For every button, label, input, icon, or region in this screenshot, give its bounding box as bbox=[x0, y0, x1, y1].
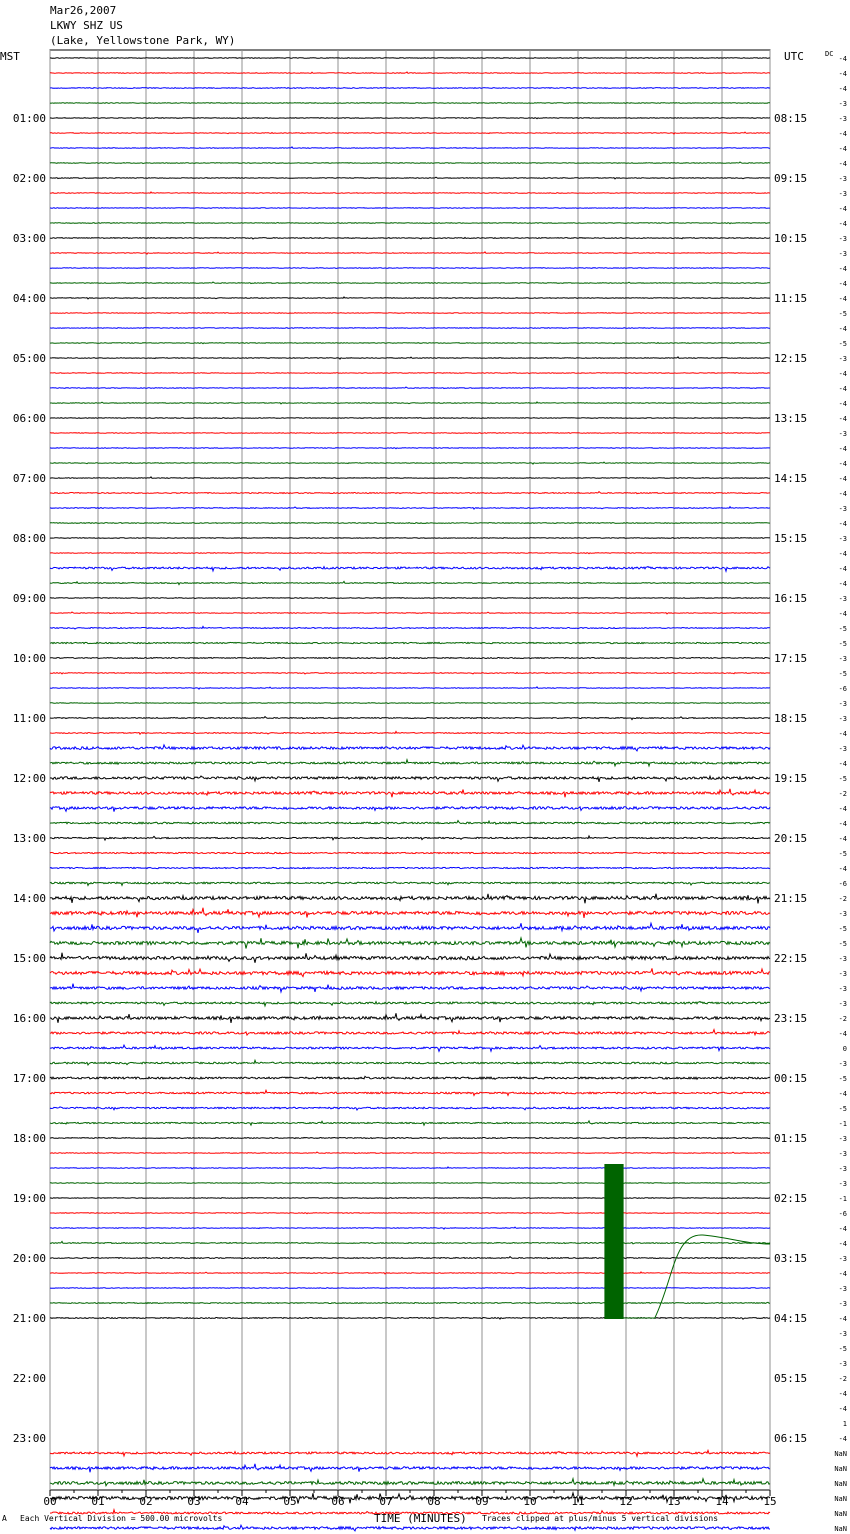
trace-line bbox=[50, 118, 770, 119]
dc-offset-label: -3 bbox=[838, 1330, 847, 1338]
x-axis-label: TIME (MINUTES) bbox=[374, 1512, 467, 1525]
dc-offset-label: -3 bbox=[838, 595, 847, 603]
dc-offset-label: -5 bbox=[838, 340, 847, 348]
trace-line bbox=[50, 1090, 770, 1095]
left-hour-label: 05:00 bbox=[12, 352, 46, 365]
dc-offset-label: -4 bbox=[838, 610, 847, 618]
dc-offset-label: -3 bbox=[838, 535, 847, 543]
dc-offset-label: -5 bbox=[838, 1105, 847, 1113]
clip-note: Traces clipped at plus/minus 5 vertical divisions bbox=[482, 1514, 719, 1523]
right-hour-label: 16:15 bbox=[774, 592, 808, 605]
dc-offset-label: -3 bbox=[838, 700, 847, 708]
trace-line bbox=[50, 1227, 770, 1229]
left-hour-label: 09:00 bbox=[12, 592, 46, 605]
dc-offset-label: -5 bbox=[838, 640, 847, 648]
dc-offset-label: NaN bbox=[834, 1450, 847, 1458]
trace-line bbox=[50, 87, 770, 88]
dc-offset-label: 1 bbox=[842, 1420, 847, 1428]
dc-offset-label: -5 bbox=[838, 1075, 847, 1083]
dc-offset-label: -5 bbox=[838, 850, 847, 858]
plot-frame bbox=[50, 50, 770, 1490]
dc-offset-label: NaN bbox=[834, 1465, 847, 1473]
left-hour-label: 19:00 bbox=[12, 1192, 46, 1205]
trace-line bbox=[50, 642, 770, 643]
dc-offset-label: -3 bbox=[838, 970, 847, 978]
dc-offset-label: -3 bbox=[838, 1165, 847, 1173]
x-tick-label: 06 bbox=[331, 1495, 345, 1508]
dc-offset-label: -1 bbox=[838, 1120, 847, 1128]
trace-line bbox=[50, 672, 770, 674]
trace-line bbox=[50, 433, 770, 434]
trace-line bbox=[50, 553, 770, 554]
right-hour-label: 15:15 bbox=[774, 532, 808, 545]
dc-offset-label: -3 bbox=[838, 190, 847, 198]
dc-offset-label: -4 bbox=[838, 865, 847, 873]
dc-offset-label: -4 bbox=[838, 400, 847, 408]
trace-line bbox=[50, 745, 770, 751]
trace-line bbox=[50, 1288, 770, 1289]
trace-line bbox=[50, 538, 770, 539]
left-hour-label: 21:00 bbox=[12, 1312, 46, 1325]
x-tick-label: 05 bbox=[283, 1495, 297, 1508]
dc-offset-label: -6 bbox=[838, 685, 847, 693]
right-hour-label: 05:15 bbox=[774, 1372, 808, 1385]
left-hour-label: 08:00 bbox=[12, 532, 46, 545]
trace-line bbox=[50, 1479, 770, 1486]
dc-offset-label: -4 bbox=[838, 415, 847, 423]
dc-offset-label: -5 bbox=[838, 310, 847, 318]
dc-offset-label: -4 bbox=[838, 130, 847, 138]
trace-line bbox=[50, 1107, 770, 1110]
right-hour-label: 23:15 bbox=[774, 1012, 808, 1025]
x-tick-label: 13 bbox=[667, 1495, 681, 1508]
dc-offset-label: -4 bbox=[838, 760, 847, 768]
dc-offset-label: -4 bbox=[838, 220, 847, 228]
trace-line bbox=[50, 612, 770, 614]
trace-line bbox=[50, 717, 770, 720]
dc-offset-label: NaN bbox=[834, 1525, 847, 1533]
left-hour-label: 12:00 bbox=[12, 772, 46, 785]
dc-offset-label: NaN bbox=[834, 1480, 847, 1488]
trace-line bbox=[50, 448, 770, 449]
dc-offset-label: -5 bbox=[838, 1345, 847, 1353]
right-hour-label: 19:15 bbox=[774, 772, 808, 785]
station-code: LKWY SHZ US bbox=[50, 19, 123, 32]
dc-offset-label: -4 bbox=[838, 820, 847, 828]
left-hour-label: 16:00 bbox=[12, 1012, 46, 1025]
dc-offset-label: -4 bbox=[838, 325, 847, 333]
left-hour-label: 06:00 bbox=[12, 412, 46, 425]
dc-offset-label: -3 bbox=[838, 745, 847, 753]
dc-offset-label: -2 bbox=[838, 790, 847, 798]
trace-line bbox=[50, 162, 770, 164]
trace-line bbox=[50, 147, 770, 149]
dc-offset-label: -3 bbox=[838, 1180, 847, 1188]
dc-offset-label: -4 bbox=[838, 70, 847, 78]
trace-line bbox=[50, 1060, 770, 1065]
trace-line bbox=[50, 103, 770, 104]
dc-offset-label: -3 bbox=[838, 1000, 847, 1008]
trace-line bbox=[50, 968, 770, 976]
trace-line bbox=[50, 282, 770, 284]
dc-offset-label: -4 bbox=[838, 205, 847, 213]
trace-line bbox=[50, 507, 770, 509]
trace-line bbox=[50, 852, 770, 853]
trace-line bbox=[50, 1318, 770, 1320]
dc-offset-label: -4 bbox=[838, 1225, 847, 1233]
trace-line bbox=[50, 1241, 770, 1244]
trace-line bbox=[50, 132, 770, 134]
x-tick-label: 02 bbox=[139, 1495, 153, 1508]
right-hour-label: 17:15 bbox=[774, 652, 808, 665]
trace-line bbox=[50, 328, 770, 329]
dc-offset-label: -4 bbox=[838, 445, 847, 453]
x-tick-label: 15 bbox=[763, 1495, 777, 1508]
left-hour-label: 03:00 bbox=[12, 232, 46, 245]
trace-line bbox=[50, 1045, 770, 1051]
right-hour-label: 22:15 bbox=[774, 952, 808, 965]
dc-offset-label: -4 bbox=[838, 1090, 847, 1098]
dc-offset-label: -3 bbox=[838, 355, 847, 363]
dc-offset-label: -6 bbox=[838, 1210, 847, 1218]
trace-line bbox=[50, 703, 770, 704]
x-tick-label: 14 bbox=[715, 1495, 729, 1508]
dc-offset-label: -5 bbox=[838, 775, 847, 783]
x-tick-label: 08 bbox=[427, 1495, 441, 1508]
dc-offset-label: -4 bbox=[838, 1030, 847, 1038]
dc-offset-label: -5 bbox=[838, 940, 847, 948]
dc-offset-label: -4 bbox=[838, 475, 847, 483]
right-hour-label: 13:15 bbox=[774, 412, 808, 425]
trace-line bbox=[50, 373, 770, 374]
dc-offset-label: -4 bbox=[838, 550, 847, 558]
dc-offset-label: -4 bbox=[838, 1390, 847, 1398]
dc-offset-label: -3 bbox=[838, 505, 847, 513]
left-hour-label: 20:00 bbox=[12, 1252, 46, 1265]
trace-line bbox=[50, 1213, 770, 1214]
trace-line bbox=[50, 523, 770, 524]
left-hour-label: 22:00 bbox=[12, 1372, 46, 1385]
trace-line bbox=[50, 1525, 770, 1531]
x-tick-label: 07 bbox=[379, 1495, 393, 1508]
dc-offset-label: -3 bbox=[838, 100, 847, 108]
trace-line bbox=[50, 581, 770, 584]
long-period-wave bbox=[624, 1235, 770, 1318]
right-hour-label: 04:15 bbox=[774, 1312, 808, 1325]
trace-line bbox=[50, 1464, 770, 1473]
dc-offset-label: -2 bbox=[838, 895, 847, 903]
dc-offset-label: -3 bbox=[838, 1255, 847, 1263]
right-hour-label: 14:15 bbox=[774, 472, 808, 485]
right-hour-label: 18:15 bbox=[774, 712, 808, 725]
dc-offset-label: -4 bbox=[838, 295, 847, 303]
trace-line bbox=[50, 731, 770, 734]
clipped-event-block bbox=[604, 1164, 623, 1319]
trace-line bbox=[50, 477, 770, 479]
dc-offset-label: -4 bbox=[838, 580, 847, 588]
dc-offset-label: -4 bbox=[838, 265, 847, 273]
dc-offset-label: -3 bbox=[838, 1060, 847, 1068]
trace-line bbox=[50, 760, 770, 766]
trace-line bbox=[50, 192, 770, 194]
trace-line bbox=[50, 1167, 770, 1169]
dc-offset-label: -4 bbox=[838, 1435, 847, 1443]
right-hour-label: 03:15 bbox=[774, 1252, 808, 1265]
trace-line bbox=[50, 882, 770, 886]
right-hour-label: 00:15 bbox=[774, 1072, 808, 1085]
dc-offset-label: -4 bbox=[838, 1315, 847, 1323]
trace-line bbox=[50, 1013, 770, 1023]
dc-offset-label: -5 bbox=[838, 925, 847, 933]
x-tick-label: 03 bbox=[187, 1495, 201, 1508]
trace-line bbox=[50, 1121, 770, 1125]
trace-line bbox=[50, 1002, 770, 1006]
trace-line bbox=[50, 418, 770, 419]
trace-line bbox=[50, 687, 770, 689]
trace-line bbox=[50, 462, 770, 464]
dc-offset-label: -4 bbox=[838, 730, 847, 738]
dc-offset-label: -3 bbox=[838, 1300, 847, 1308]
trace-line bbox=[50, 1450, 770, 1456]
trace-line bbox=[50, 492, 770, 494]
station-location: (Lake, Yellowstone Park, WY) bbox=[50, 34, 236, 47]
dc-offset-label: -3 bbox=[838, 430, 847, 438]
trace-line bbox=[50, 626, 770, 629]
trace-line bbox=[50, 1183, 770, 1184]
dc-offset-label: NaN bbox=[834, 1510, 847, 1518]
dc-offset-label: -3 bbox=[838, 235, 847, 243]
trace-line bbox=[50, 598, 770, 599]
trace-line bbox=[50, 1493, 770, 1504]
dc-offset-label: NaN bbox=[834, 1495, 847, 1503]
x-tick-label: 01 bbox=[91, 1495, 105, 1508]
left-hour-label: 02:00 bbox=[12, 172, 46, 185]
right-hour-label: 06:15 bbox=[774, 1432, 808, 1445]
dc-offset-label: -3 bbox=[838, 655, 847, 663]
trace-line bbox=[50, 1138, 770, 1139]
x-tick-label: 12 bbox=[619, 1495, 633, 1508]
dc-offset-label: -4 bbox=[838, 280, 847, 288]
footer-mark: A bbox=[2, 1514, 7, 1523]
x-tick-label: 09 bbox=[475, 1495, 489, 1508]
trace-line bbox=[50, 657, 770, 658]
right-hour-label: 11:15 bbox=[774, 292, 808, 305]
dc-offset-label: -3 bbox=[838, 175, 847, 183]
trace-line bbox=[50, 894, 770, 904]
right-timezone: UTC bbox=[784, 50, 804, 63]
dc-header: DC bbox=[825, 50, 834, 58]
right-hour-label: 10:15 bbox=[774, 232, 808, 245]
dc-offset-label: -4 bbox=[838, 805, 847, 813]
left-hour-label: 17:00 bbox=[12, 1072, 46, 1085]
trace-line bbox=[50, 1030, 770, 1036]
trace-line bbox=[50, 821, 770, 825]
left-hour-label: 11:00 bbox=[12, 712, 46, 725]
trace-line bbox=[50, 1198, 770, 1199]
left-hour-label: 15:00 bbox=[12, 952, 46, 965]
dc-offset-label: -3 bbox=[838, 1135, 847, 1143]
trace-line bbox=[50, 1152, 770, 1154]
x-tick-label: 00 bbox=[43, 1495, 57, 1508]
dc-offset-label: -4 bbox=[838, 1270, 847, 1278]
trace-line bbox=[50, 268, 770, 269]
dc-offset-label: -4 bbox=[838, 55, 847, 63]
dc-offset-label: -4 bbox=[838, 370, 847, 378]
dc-offset-label: -3 bbox=[838, 1150, 847, 1158]
dc-offset-label: -4 bbox=[838, 85, 847, 93]
dc-offset-label: -4 bbox=[838, 160, 847, 168]
dc-offset-label: -3 bbox=[838, 1285, 847, 1293]
vertical-scale-note: Each Vertical Division = 500.00 microvolts bbox=[20, 1514, 223, 1523]
left-hour-label: 18:00 bbox=[12, 1132, 46, 1145]
trace-line bbox=[50, 177, 770, 179]
trace-line bbox=[50, 567, 770, 572]
left-hour-label: 01:00 bbox=[12, 112, 46, 125]
dc-offset-label: -4 bbox=[838, 385, 847, 393]
right-hour-label: 01:15 bbox=[774, 1132, 808, 1145]
right-hour-label: 12:15 bbox=[774, 352, 808, 365]
right-hour-label: 02:15 bbox=[774, 1192, 808, 1205]
dc-offset-label: -4 bbox=[838, 145, 847, 153]
trace-line bbox=[50, 72, 770, 73]
dc-offset-label: -4 bbox=[838, 460, 847, 468]
dc-offset-label: -3 bbox=[838, 115, 847, 123]
trace-line bbox=[50, 1272, 770, 1274]
trace-line bbox=[50, 953, 770, 963]
dc-offset-label: -4 bbox=[838, 520, 847, 528]
dc-offset-label: -4 bbox=[838, 1405, 847, 1413]
left-hour-label: 07:00 bbox=[12, 472, 46, 485]
trace-line bbox=[50, 836, 770, 840]
trace-line bbox=[50, 1257, 770, 1259]
dc-offset-label: 0 bbox=[842, 1045, 847, 1053]
trace-line bbox=[50, 252, 770, 254]
dc-offset-label: -2 bbox=[838, 1015, 847, 1023]
trace-line bbox=[50, 297, 770, 299]
trace-line bbox=[50, 789, 770, 798]
dc-offset-label: -6 bbox=[838, 880, 847, 888]
dc-offset-label: -4 bbox=[838, 835, 847, 843]
trace-line bbox=[50, 923, 770, 933]
dc-offset-label: -3 bbox=[838, 910, 847, 918]
left-hour-label: 23:00 bbox=[12, 1432, 46, 1445]
dc-offset-label: -3 bbox=[838, 250, 847, 258]
dc-offset-label: -5 bbox=[838, 670, 847, 678]
x-tick-label: 04 bbox=[235, 1495, 249, 1508]
trace-line bbox=[50, 807, 770, 812]
trace-line bbox=[50, 984, 770, 992]
trace-line bbox=[50, 313, 770, 314]
dc-offset-label: -1 bbox=[838, 1195, 847, 1203]
trace-line bbox=[50, 58, 770, 59]
trace-line bbox=[50, 1076, 770, 1079]
right-hour-label: 21:15 bbox=[774, 892, 808, 905]
dc-offset-label: -3 bbox=[838, 955, 847, 963]
dc-offset-label: -4 bbox=[838, 1240, 847, 1248]
left-timezone: MST bbox=[0, 50, 20, 63]
dc-offset-label: -2 bbox=[838, 1375, 847, 1383]
record-date: Mar26,2007 bbox=[50, 4, 117, 17]
right-hour-label: 20:15 bbox=[774, 832, 808, 845]
x-tick-label: 11 bbox=[571, 1495, 585, 1508]
left-hour-label: 14:00 bbox=[12, 892, 46, 905]
dc-offset-label: -4 bbox=[838, 565, 847, 573]
trace-line bbox=[50, 776, 770, 782]
trace-line bbox=[50, 208, 770, 209]
dc-offset-label: -3 bbox=[838, 985, 847, 993]
x-tick-label: 10 bbox=[523, 1495, 537, 1508]
dc-offset-label: -5 bbox=[838, 625, 847, 633]
dc-offset-label: -3 bbox=[838, 1360, 847, 1368]
trace-line bbox=[50, 402, 770, 404]
trace-line bbox=[50, 237, 770, 239]
trace-line bbox=[50, 343, 770, 344]
trace-line bbox=[50, 223, 770, 224]
trace-line bbox=[50, 387, 770, 389]
trace-line bbox=[50, 908, 770, 918]
left-hour-label: 13:00 bbox=[12, 832, 46, 845]
right-hour-label: 08:15 bbox=[774, 112, 808, 125]
left-hour-label: 04:00 bbox=[12, 292, 46, 305]
trace-line bbox=[50, 1302, 770, 1303]
dc-offset-label: -4 bbox=[838, 490, 847, 498]
trace-line bbox=[50, 938, 770, 949]
left-hour-label: 10:00 bbox=[12, 652, 46, 665]
trace-line bbox=[50, 357, 770, 359]
right-hour-label: 09:15 bbox=[774, 172, 808, 185]
dc-offset-label: -3 bbox=[838, 715, 847, 723]
trace-line bbox=[50, 867, 770, 869]
